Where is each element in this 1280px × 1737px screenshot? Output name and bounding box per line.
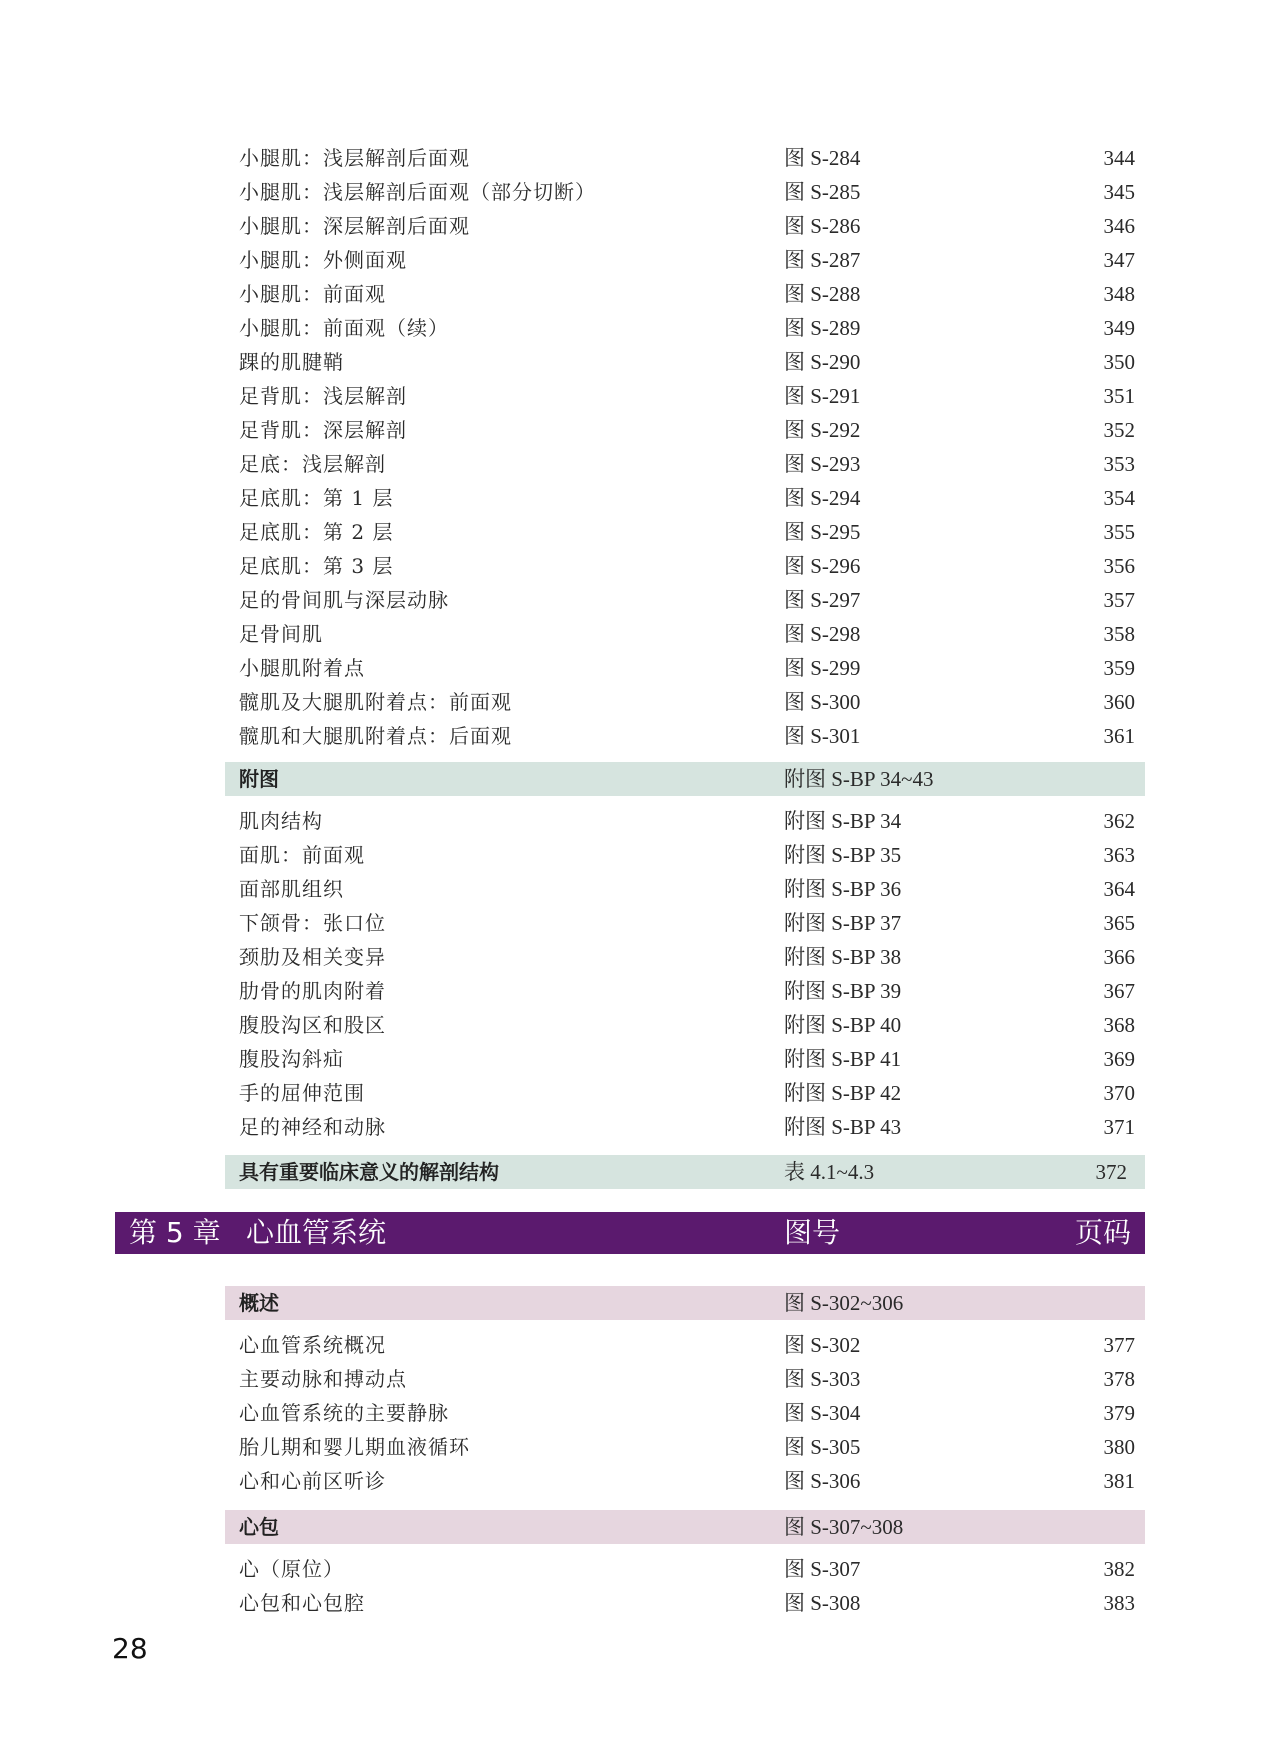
entry-figure: 图 S-297 [784,588,861,612]
toc-row [239,806,1139,836]
toc-row [239,313,1139,343]
entry-figure: 图 S-288 [784,282,861,306]
entry-title: 小腿肌：前面观 [239,282,386,306]
entry-title: 胎儿期和婴儿期血液循环 [239,1435,470,1459]
section-title: 附图 [239,767,279,791]
entry-figure: 图 S-308 [784,1591,861,1615]
entry-figure: 图 S-304 [784,1401,861,1425]
toc-row [239,211,1139,241]
toc-row [239,687,1139,717]
toc-row [239,279,1139,309]
entry-page: 370 [1103,1081,1135,1105]
entry-figure: 图 S-296 [784,554,861,578]
toc-row [239,942,1139,972]
entry-page: 366 [1103,945,1135,969]
entry-page: 378 [1103,1367,1135,1391]
entry-title: 手的屈伸范围 [239,1081,365,1105]
pericardium-section-band [225,1510,1145,1544]
entry-figure: 图 S-292 [784,418,861,442]
toc-row [239,1554,1139,1584]
entry-page: 371 [1103,1115,1135,1139]
chapter-number: 第 5 章 [129,1216,221,1249]
toc-row [239,1364,1139,1394]
entry-figure: 图 S-286 [784,214,861,238]
toc-row [239,551,1139,581]
toc-row [239,381,1139,411]
entry-figure: 图 S-303 [784,1367,861,1391]
entry-page: 382 [1103,1557,1135,1581]
entry-title: 小腿肌：外侧面观 [239,248,407,272]
chapter-header-bar [115,1212,1145,1254]
toc-row [239,517,1139,547]
section-figure-range: 表 4.1~4.3 [784,1160,875,1184]
entry-title: 足背肌：深层解剖 [239,418,407,442]
entry-page: 364 [1103,877,1135,901]
toc-row [239,483,1139,513]
toc-row [239,415,1139,445]
section-figure-range: 图 S-302~306 [784,1291,904,1315]
toc-row [239,143,1139,173]
entry-title: 小腿肌：浅层解剖后面观（部分切断） [239,180,596,204]
toc-row [239,1588,1139,1618]
entry-figure: 图 S-299 [784,656,861,680]
entry-figure: 附图 S-BP 37 [784,911,902,935]
toc-row [239,1112,1139,1142]
section-title: 概述 [239,1291,279,1315]
chapter-title: 心血管系统 [246,1216,387,1249]
entry-figure: 图 S-307 [784,1557,861,1581]
overview-section-band [225,1286,1145,1320]
section-figure-range: 附图 S-BP 34~43 [784,767,934,791]
toc-row [239,976,1139,1006]
entry-title: 髋肌及大腿肌附着点：前面观 [239,690,512,714]
entry-figure: 附图 S-BP 41 [784,1047,902,1071]
entry-title: 肋骨的肌肉附着 [239,979,386,1003]
entry-page: 359 [1103,656,1135,680]
toc-row [239,449,1139,479]
entry-figure: 图 S-294 [784,486,861,510]
entry-page: 352 [1103,418,1135,442]
entry-title: 足底：浅层解剖 [239,452,386,476]
entry-page: 346 [1103,214,1135,238]
entry-title: 小腿肌：浅层解剖后面观 [239,146,470,170]
entry-figure: 附图 S-BP 40 [784,1013,902,1037]
entry-page: 377 [1103,1333,1135,1357]
entry-figure: 附图 S-BP 34 [784,809,902,833]
entry-figure: 图 S-300 [784,690,861,714]
entry-figure: 图 S-305 [784,1435,861,1459]
toc-row [239,874,1139,904]
entry-page: 351 [1103,384,1135,408]
entry-title: 心血管系统的主要静脉 [239,1401,449,1425]
entry-figure: 图 S-306 [784,1469,861,1493]
entry-page: 361 [1103,724,1135,748]
entry-figure: 图 S-291 [784,384,861,408]
entry-figure: 附图 S-BP 42 [784,1081,902,1105]
entry-title: 面肌：前面观 [239,843,365,867]
entry-page: 380 [1103,1435,1135,1459]
entry-title: 足背肌：浅层解剖 [239,384,407,408]
page-column-header: 页码 [1074,1216,1131,1249]
entry-figure: 附图 S-BP 43 [784,1115,902,1139]
figure-column-header: 图号 [784,1216,841,1249]
entry-page: 383 [1103,1591,1135,1615]
section-figure-range: 图 S-307~308 [784,1515,904,1539]
entry-title: 面部肌组织 [239,877,344,901]
entry-page: 381 [1103,1469,1135,1493]
entry-title: 小腿肌附着点 [239,656,365,680]
toc-row [239,1044,1139,1074]
entry-page: 349 [1103,316,1135,340]
entry-figure: 图 S-301 [784,724,861,748]
entry-title: 肌肉结构 [239,809,323,833]
entry-title: 足的骨间肌与深层动脉 [239,588,449,612]
entry-figure: 图 S-287 [784,248,861,272]
entry-page: 350 [1103,350,1135,374]
entry-title: 足的神经和动脉 [239,1115,386,1139]
entry-title: 心包和心包腔 [239,1591,365,1615]
entry-title: 腹股沟区和股区 [239,1013,386,1037]
toc-row [239,1330,1139,1360]
entry-title: 足底肌：第 1 层 [239,486,394,510]
entry-page: 368 [1103,1013,1135,1037]
entry-page: 367 [1103,979,1135,1003]
entry-page: 379 [1103,1401,1135,1425]
toc-row [239,1466,1139,1496]
entry-page: 363 [1103,843,1135,867]
entry-page: 357 [1103,588,1135,612]
entry-page: 348 [1103,282,1135,306]
entry-title: 足底肌：第 3 层 [239,554,394,578]
entry-page: 344 [1103,146,1135,170]
entry-title: 颈肋及相关变异 [239,945,386,969]
entry-figure: 图 S-289 [784,316,861,340]
entry-figure: 图 S-284 [784,146,861,170]
section-page: 372 [1095,1160,1127,1184]
entry-figure: 图 S-290 [784,350,861,374]
entry-figure: 附图 S-BP 39 [784,979,902,1003]
entry-title: 心和心前区听诊 [239,1469,386,1493]
entry-figure: 附图 S-BP 35 [784,843,902,867]
toc-row [239,721,1139,751]
entry-figure: 图 S-302 [784,1333,861,1357]
entry-page: 355 [1103,520,1135,544]
toc-row [239,619,1139,649]
clinical-section-band [225,1155,1145,1189]
entry-figure: 附图 S-BP 36 [784,877,902,901]
entry-title: 心（原位） [239,1557,344,1581]
entry-page: 358 [1103,622,1135,646]
entry-page: 353 [1103,452,1135,476]
entry-title: 足骨间肌 [239,622,323,646]
entry-title: 腹股沟斜疝 [239,1047,344,1071]
entry-title: 小腿肌：前面观（续） [239,316,449,340]
toc-row [239,653,1139,683]
entry-page: 345 [1103,180,1135,204]
entry-figure: 图 S-295 [784,520,861,544]
toc-row [239,1010,1139,1040]
entry-page: 347 [1103,248,1135,272]
entry-page: 365 [1103,911,1135,935]
entry-page: 356 [1103,554,1135,578]
entry-page: 369 [1103,1047,1135,1071]
entry-figure: 附图 S-BP 38 [784,945,902,969]
entry-title: 小腿肌：深层解剖后面观 [239,214,470,238]
toc-row [239,1078,1139,1108]
entry-figure: 图 S-298 [784,622,861,646]
entry-page: 354 [1103,486,1135,510]
entry-title: 下颌骨：张口位 [239,911,386,935]
entry-title: 主要动脉和搏动点 [239,1367,407,1391]
toc-row [239,347,1139,377]
entry-page: 362 [1103,809,1135,833]
section-title: 具有重要临床意义的解剖结构 [239,1160,499,1184]
toc-row [239,177,1139,207]
entry-title: 踝的肌腱鞘 [239,350,344,374]
entry-title: 髋肌和大腿肌附着点：后面观 [239,724,512,748]
toc-row [239,840,1139,870]
page-number: 28 [112,1632,148,1665]
toc-row [239,245,1139,275]
entry-figure: 图 S-285 [784,180,861,204]
toc-row [239,1398,1139,1428]
toc-row [239,908,1139,938]
entry-title: 足底肌：第 2 层 [239,520,394,544]
entry-page: 360 [1103,690,1135,714]
toc-row [239,1432,1139,1462]
appendix-section-band [225,762,1145,796]
toc-row [239,585,1139,615]
entry-title: 心血管系统概况 [239,1333,386,1357]
section-title: 心包 [239,1515,279,1539]
entry-figure: 图 S-293 [784,452,861,476]
